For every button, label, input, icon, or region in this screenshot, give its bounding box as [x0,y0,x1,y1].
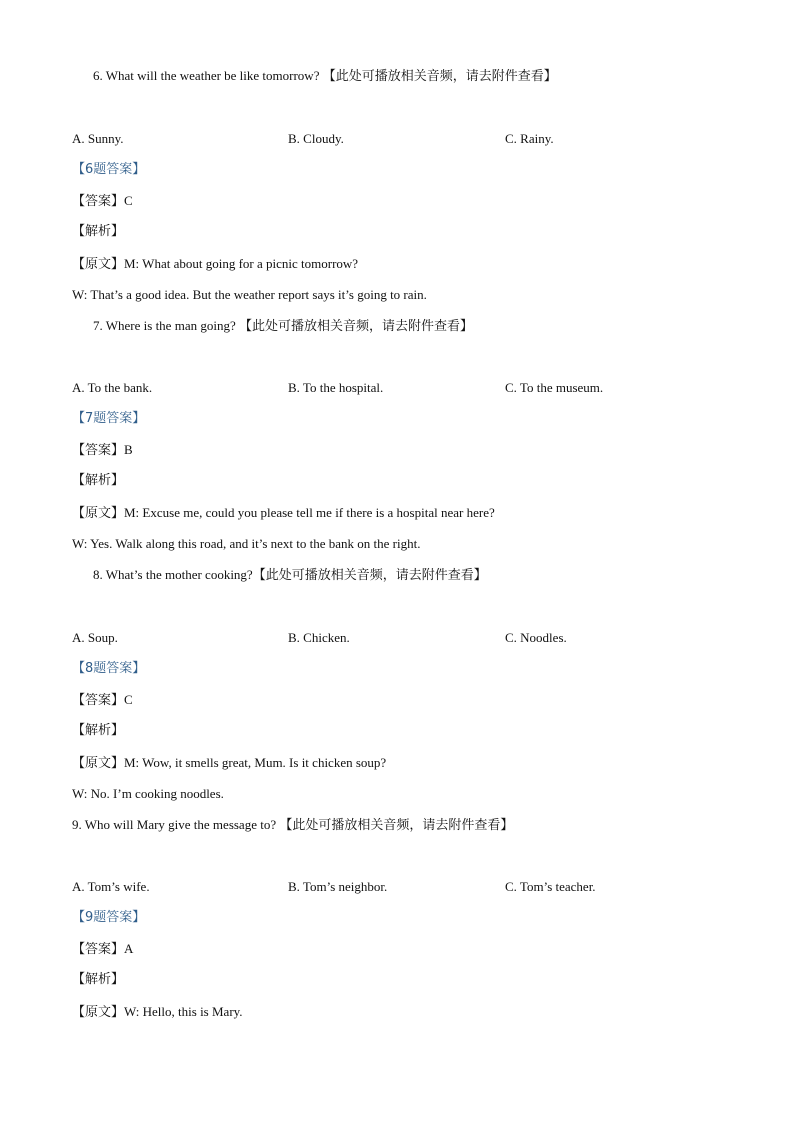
question-9-answer: 【答案】A [72,941,134,956]
question-8-option-c: C. Noodles. [505,630,567,645]
question-6-original: 【原文】M: What about going for a picnic tomorrow? [72,256,359,271]
question-6-answer-label: 【6题答案】 [72,162,146,177]
question-6-option-c: C. Rainy. [505,131,554,146]
question-6-answer: 【答案】C [72,193,133,208]
question-9-answer-label: 【9题答案】 [72,910,146,925]
question-6-option-a: A. Sunny. [72,131,124,146]
question-8-answer-label: 【8题答案】 [72,661,146,676]
question-8-option-b: B. Chicken. [288,630,350,645]
question-9-analysis: 【解析】 [72,972,125,987]
question-6-stem: 6. What will the weather be like tomorrow? 【此处可播放相关音频，请去附件查看】 [93,68,557,83]
question-9-original: 【原文】W: Hello, this is Mary. [72,1004,243,1019]
question-7-answer: 【答案】B [72,442,133,457]
question-7-original: 【原文】M: Excuse me, could you please tell me if there is a hospital near here? [72,505,495,520]
question-6-analysis: 【解析】 [72,224,125,239]
question-7-option-a: A. To the bank. [72,380,153,395]
question-7-answer-label: 【7题答案】 [72,411,146,426]
question-7-analysis: 【解析】 [72,473,125,488]
question-9-option-b: B. Tom’s neighbor. [288,879,388,894]
question-9-option-c: C. Tom’s teacher. [505,879,596,894]
question-7-option-b: B. To the hospital. [288,380,384,395]
question-8-transcript: W: No. I’m cooking noodles. [72,786,224,801]
question-8-answer: 【答案】C [72,692,133,707]
question-8-option-a: A. Soup. [72,630,118,645]
question-6-option-b: B. Cloudy. [288,131,344,146]
question-6-transcript: W: That’s a good idea. But the weather report says it’s going to rain. [72,287,427,302]
question-8-analysis: 【解析】 [72,723,125,738]
question-7-stem: 7. Where is the man going? 【此处可播放相关音频，请去附件查看】 [93,318,473,333]
question-7-option-c: C. To the museum. [505,380,604,395]
question-8-stem: 8. What’s the mother cooking?【此处可播放相关音频，请去附件查看】 [93,567,487,582]
question-9-option-a: A. Tom’s wife. [72,879,150,894]
question-7-transcript: W: Yes. Walk along this road, and it’s next to the bank on the right. [72,536,421,551]
question-8-original: 【原文】M: Wow, it smells great, Mum. Is it chicken soup? [72,755,387,770]
question-9-stem: 9. Who will Mary give the message to? 【此处可播放相关音频，请去附件查看】 [72,817,514,832]
